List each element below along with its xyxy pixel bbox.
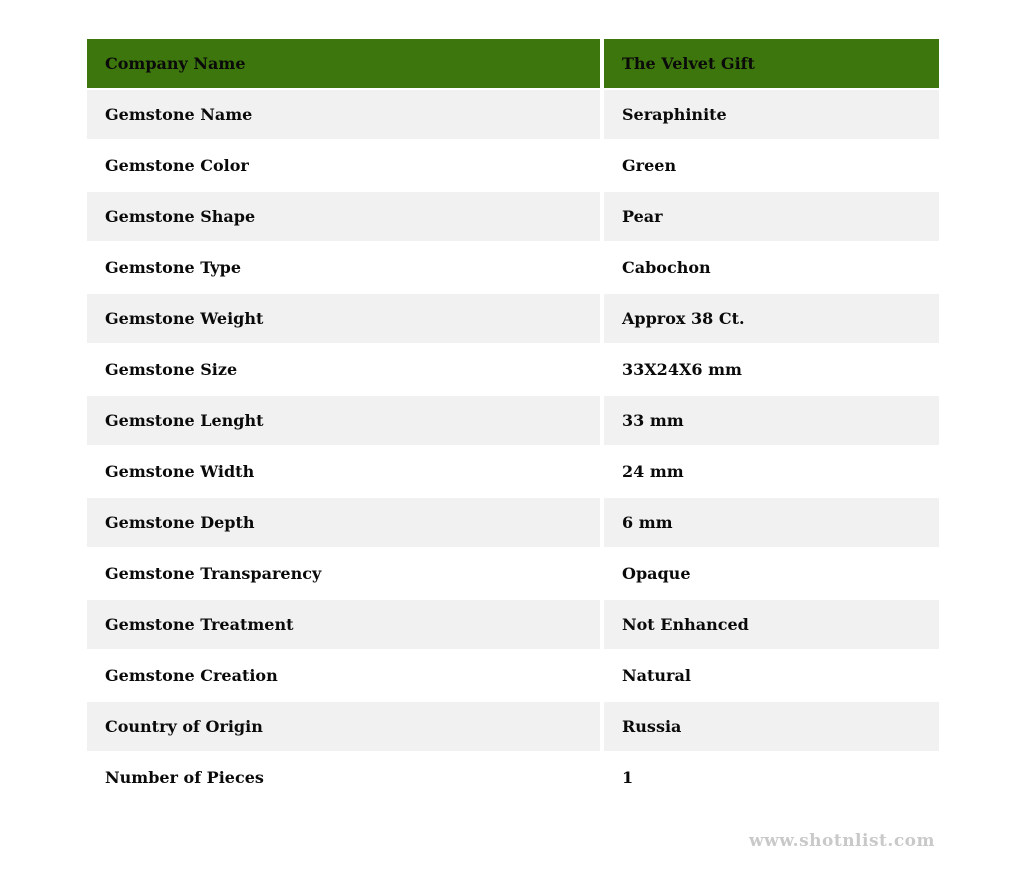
attribute-value: Russia [604, 702, 939, 751]
attribute-value: 6 mm [604, 498, 939, 547]
attribute-label: Gemstone Width [87, 447, 600, 496]
attribute-label: Gemstone Shape [87, 192, 600, 241]
table-row [87, 192, 939, 241]
attribute-label: Gemstone Size [87, 345, 600, 394]
table-row [87, 447, 939, 496]
table-row [87, 549, 939, 598]
gemstone-spec-table [87, 39, 939, 804]
attribute-value: Pear [604, 192, 939, 241]
table-row [87, 753, 939, 802]
attribute-value: Natural [604, 651, 939, 700]
table-row [87, 141, 939, 190]
attribute-label: Gemstone Weight [87, 294, 600, 343]
attribute-value: Not Enhanced [604, 600, 939, 649]
table-row [87, 345, 939, 394]
attribute-value: Green [604, 141, 939, 190]
attribute-value: Opaque [604, 549, 939, 598]
table-row [87, 651, 939, 700]
attribute-label: Gemstone Name [87, 90, 600, 139]
attribute-value: Cabochon [604, 243, 939, 292]
attribute-label: Gemstone Color [87, 141, 600, 190]
attribute-label: Gemstone Transparency [87, 549, 600, 598]
table-row [87, 294, 939, 343]
attribute-label: Gemstone Depth [87, 498, 600, 547]
watermark-text: www.shotnlist.com [748, 831, 935, 851]
attribute-label: Gemstone Creation [87, 651, 600, 700]
attribute-label: Country of Origin [87, 702, 600, 751]
attribute-label: Gemstone Type [87, 243, 600, 292]
attribute-value: 33 mm [604, 396, 939, 445]
table-row [87, 396, 939, 445]
table-row [87, 600, 939, 649]
attribute-value: Approx 38 Ct. [604, 294, 939, 343]
table-row [87, 498, 939, 547]
table-header-row [87, 39, 939, 88]
attribute-value: 1 [604, 753, 939, 802]
company-name-value: The Velvet Gift [604, 39, 939, 88]
company-name-header: Company Name [87, 39, 600, 88]
attribute-value: Seraphinite [604, 90, 939, 139]
attribute-value: 33X24X6 mm [604, 345, 939, 394]
table-row [87, 702, 939, 751]
attribute-label: Gemstone Treatment [87, 600, 600, 649]
table-row [87, 90, 939, 139]
attribute-value: 24 mm [604, 447, 939, 496]
table-row [87, 243, 939, 292]
attribute-label: Gemstone Lenght [87, 396, 600, 445]
attribute-label: Number of Pieces [87, 753, 600, 802]
table-body [87, 90, 939, 802]
